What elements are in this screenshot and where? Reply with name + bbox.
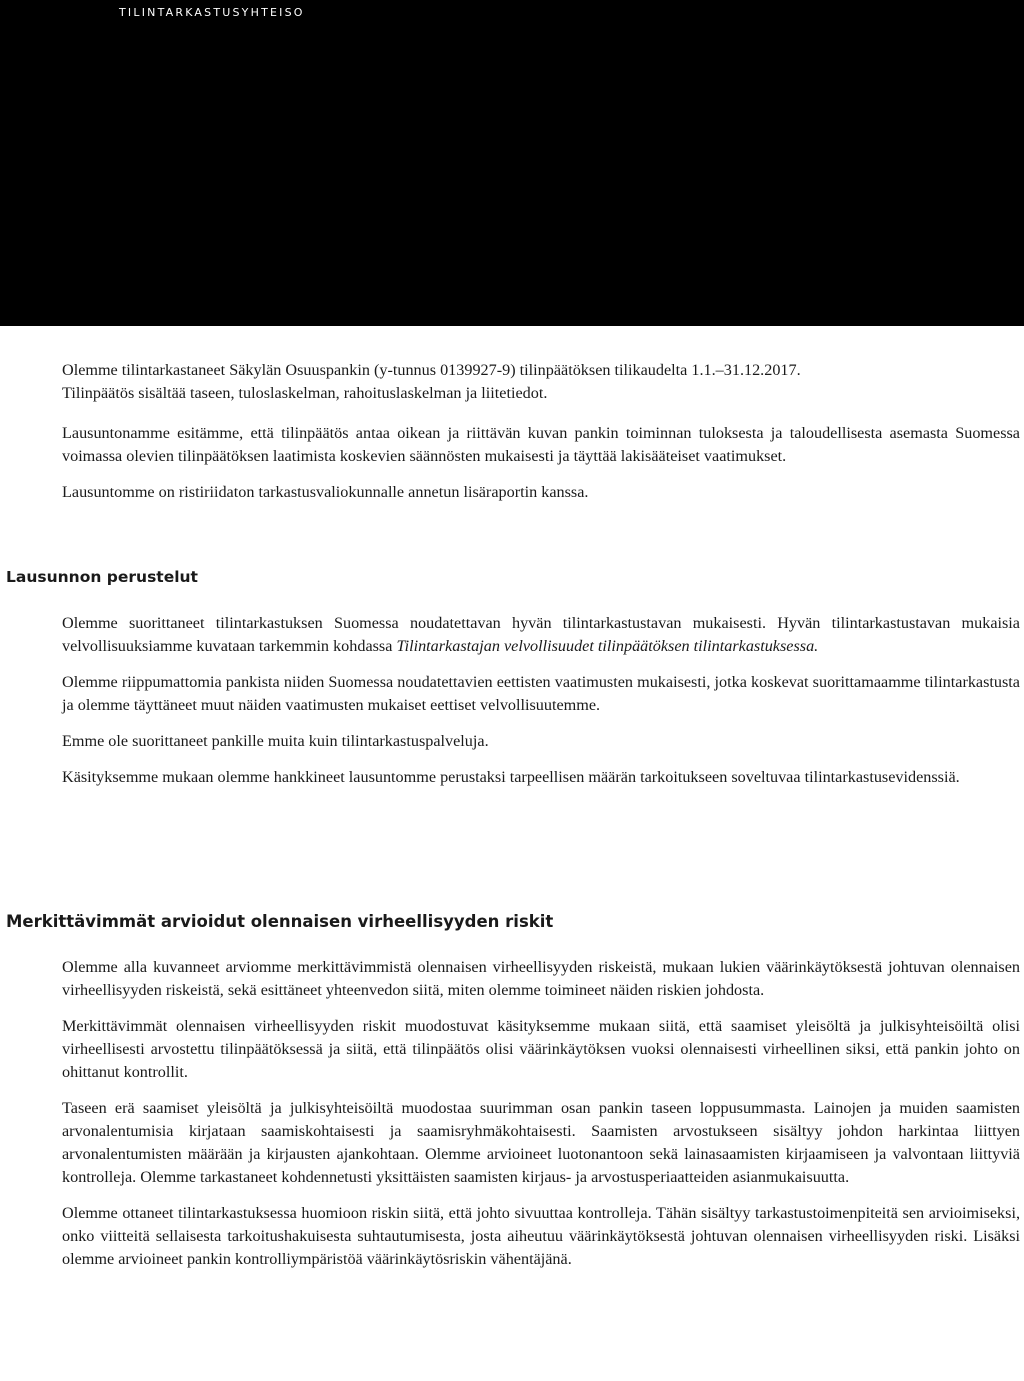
basis-paragraph-3: Emme ole suorittaneet pankille muita kuin tilintarkastuspalveluja.	[62, 732, 489, 750]
opinion-paragraph-3: Lausuntomme on ristiriidaton tarkastusvaliokunnalle annetun lisäraportin kanssa.	[62, 483, 589, 501]
opinion-paragraph-2: Lausuntonamme esitämme, että tilinpäätös antaa oikean ja riittävän kuvan pankin toiminnan tuloksesta ja taloudellisesta asemasta Suomessa voimassa olevien tilinpäätöksen laatimista koskevien säännösten mukaisesti ja täyttää lakisääteiset vaatimukset.	[62, 424, 1020, 465]
risks-paragraph-3: Taseen erä saamiset yleisöltä ja julkisyhteisöiltä muodostaa suurimman osan pankin taseen loppusummasta. Lainojen ja muiden saamisten arvonalentumisia kirjataan saamiskohtaisesti ja saamisryhmäkohtaisesti. Saamisten arvostukseen sisältyy johdon harkintaa liittyen arvonalentumisten määrään ja kirjausten ajankohtaan. Olemme arvioineet luotonantoon sekä lainasaamisten kirjaamiseen ja valvontaan liittyviä kontrolleja. Olemme tarkastaneet kohdennetusti yksittäisten saamisten kirjaus- ja arvostusperiaatteiden asianmukaisuutta.	[62, 1099, 1020, 1186]
risks-heading: Merkittävimmät arvioidut olennaisen virheellisyyden riskit	[6, 912, 554, 931]
opinion-section	[0, 359, 1024, 515]
basis-paragraph-4: Käsityksemme mukaan olemme hankkineet lausuntomme perustaksi tarpeellisen määrän tarkoitukseen soveltuvaa tilintarkastusevidenssiä.	[62, 768, 960, 786]
risks-section	[0, 956, 1024, 1282]
basis-section	[0, 612, 1024, 800]
basis-paragraph-2: Olemme riippumattomia pankista niiden Suomessa noudatettavien eettisten vaatimusten mukaisesti, jotka koskevat suorittamaamme tilintarkastusta ja olemme täyttäneet muut näiden vaatimusten mukaiset eettiset velvollisuutemme.	[62, 673, 1020, 714]
opinion-paragraph-1	[62, 359, 1020, 405]
risks-paragraph-2: Merkittävimmät olennaisen virheellisyyden riskit muodostuvat käsityksemme mukaan siitä, että saamiset yleisöltä ja julkisyhteisöiltä olisi virheellisesti arvostettu tilinpäätöksessä ja siitä, että tilinpäätös olisi väärinkäytöksen vuoksi olennaisesti virheellinen siksi, että pankin johto on ohittanut kontrollit.	[62, 1017, 1020, 1081]
basis-paragraph-1-text: Olemme suorittaneet tilintarkastuksen Suomessa noudatettavan hyvän tilintarkastustavan mukaisesti. Hyvän tilintarkastustavan mukaisia velvollisuuksiamme kuvataan tarkemmin kohdassa	[62, 614, 1020, 655]
risks-paragraph-1: Olemme alla kuvanneet arviomme merkittävimmistä olennaisen virheellisyyden riskeistä, mukaan lukien väärinkäytöksestä johtuvan olennaisen virheellisyyden riskeistä, sekä esittäneet yhteenvedon siitä, miten olemme toimineet näiden riskien johdosta.	[62, 958, 1020, 999]
risks-paragraph-4: Olemme ottaneet tilintarkastuksessa huomioon riskin siitä, että johto sivuuttaa kontrolleja. Tähän sisältyy tarkastustoimenpiteitä sen arvioimiseksi, onko viitteitä sellaisesta tarkoitushakuisesta suhtautumisesta, josta aiheutuu väärinkäytöksestä johtuvan olennaisen virheellisyyden riski. Lisäksi olemme arvioineet pankin kontrolliympäristöä väärinkäytösriskin vähentäjänä.	[62, 1204, 1020, 1268]
opinion-line-1: Olemme tilintarkastaneet Säkylän Osuuspankin (y-tunnus 0139927-9) tilinpäätöksen tilikaudelta 1.1.–31.12.2017.	[62, 361, 801, 379]
company-label: TILINTARKASTUSYHTEISO	[119, 6, 305, 19]
basis-paragraph-1	[62, 612, 1020, 658]
basis-paragraph-1-italic: Tilintarkastajan velvollisuudet tilinpäätöksen tilintarkastuksessa.	[396, 637, 819, 655]
basis-heading: Lausunnon perustelut	[6, 568, 198, 586]
opinion-line-2: Tilinpäätös sisältää taseen, tuloslaskelman, rahoituslaskelman ja liitetiedot.	[62, 384, 548, 402]
header-band	[0, 0, 1024, 326]
